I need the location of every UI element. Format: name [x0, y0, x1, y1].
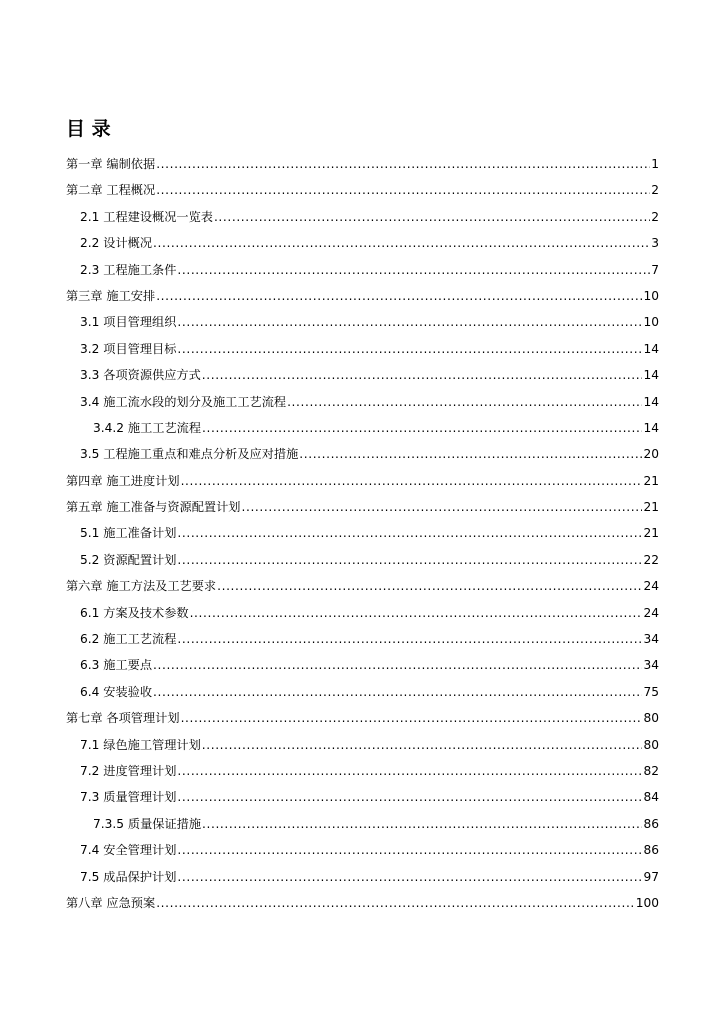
toc-entry[interactable] [0, 520, 659, 546]
toc-entry-label: 6.2 施工工艺流程 [80, 632, 177, 647]
toc-entry-page-number: 80 [643, 737, 659, 752]
toc-dot-leader [177, 626, 642, 652]
toc-entry-page-number: 86 [643, 816, 659, 831]
toc-dot-leader [202, 415, 642, 441]
toc-entry-page-number: 7 [651, 262, 659, 277]
toc-entry[interactable] [0, 573, 659, 599]
toc-entry[interactable] [0, 415, 659, 441]
toc-entry[interactable] [0, 705, 659, 731]
toc-entry-label: 3.1 项目管理组织 [80, 315, 177, 330]
toc-dot-leader [214, 204, 650, 230]
toc-entry[interactable] [0, 679, 659, 705]
toc-entry-page-number: 34 [643, 658, 659, 673]
toc-entry-page-number: 3 [651, 236, 659, 251]
toc-entry-label: 第三章 施工安排 [66, 288, 156, 303]
toc-dot-leader [177, 837, 642, 863]
toc-dot-leader [156, 890, 635, 916]
toc-entry[interactable] [0, 652, 659, 678]
toc-entry-label: 7.1 绿色施工管理计划 [80, 737, 201, 752]
toc-entry-label: 第七章 各项管理计划 [66, 711, 180, 726]
toc-dot-leader [177, 309, 642, 335]
toc-entry[interactable] [0, 309, 659, 335]
toc-entry[interactable] [0, 547, 659, 573]
toc-dot-leader [177, 257, 650, 283]
toc-entry[interactable] [0, 441, 659, 467]
toc-entry[interactable] [0, 177, 659, 203]
toc-dot-leader [156, 283, 642, 309]
toc-dot-leader [177, 547, 642, 573]
toc-dot-leader [153, 679, 642, 705]
toc-entry-page-number: 20 [643, 447, 659, 462]
toc-title: 目 录 [66, 118, 111, 140]
toc-dot-leader [202, 362, 643, 388]
toc-entry-label: 6.3 施工要点 [80, 658, 153, 673]
toc-entry-page-number: 84 [643, 790, 659, 805]
toc-entry-page-number: 80 [643, 711, 659, 726]
toc-dot-leader [177, 336, 642, 362]
toc-entry-label: 7.3.5 质量保证措施 [93, 816, 202, 831]
toc-entry-page-number: 14 [643, 341, 659, 356]
toc-dot-leader [153, 652, 642, 678]
toc-entry[interactable] [0, 336, 659, 362]
toc-entry-page-number: 86 [643, 843, 659, 858]
toc-entry-label: 5.2 资源配置计划 [80, 552, 177, 567]
toc-dot-leader [202, 811, 642, 837]
toc-entry-page-number: 1 [651, 157, 659, 171]
toc-dot-leader [217, 573, 642, 599]
toc-entry-page-number: 100 [635, 895, 659, 910]
toc-entry[interactable] [0, 784, 659, 810]
toc-entry-page-number: 2 [651, 209, 659, 224]
toc-entry-label: 7.5 成品保护计划 [80, 869, 177, 884]
toc-entry-label: 3.4 施工流水段的划分及施工工艺流程 [80, 394, 287, 409]
toc-entry-label: 5.1 施工准备计划 [80, 526, 177, 541]
toc-dot-leader [177, 758, 642, 784]
toc-entry-label: 第一章 编制依据 [66, 157, 156, 171]
toc-entry-label: 6.1 方案及技术参数 [80, 605, 189, 620]
toc-entry-label: 2.3 工程施工条件 [80, 262, 177, 277]
toc-dot-leader [242, 494, 643, 520]
toc-entry[interactable] [0, 837, 659, 863]
toc-entry-page-number: 22 [643, 552, 659, 567]
toc-entry-label: 6.4 安装验收 [80, 684, 153, 699]
toc-entry-label: 7.4 安全管理计划 [80, 843, 177, 858]
toc-entry-page-number: 2 [651, 183, 659, 198]
toc-entry-page-number: 75 [643, 684, 659, 699]
toc-entry-page-number: 24 [643, 579, 659, 594]
toc-entry[interactable] [0, 389, 659, 415]
toc-entry[interactable] [0, 362, 659, 388]
toc-dot-leader [181, 468, 643, 494]
toc-entry[interactable] [0, 600, 659, 626]
toc-entry[interactable] [0, 230, 659, 256]
toc-dot-leader [202, 732, 643, 758]
toc-entry-label: 第五章 施工准备与资源配置计划 [66, 500, 241, 515]
toc-dot-leader [177, 784, 642, 810]
toc-entry-page-number: 10 [643, 315, 659, 330]
toc-dot-leader [177, 520, 642, 546]
toc-dot-leader [287, 389, 642, 415]
toc-entry-page-number: 21 [643, 473, 659, 488]
toc-dot-leader [153, 230, 650, 256]
toc-entry[interactable] [0, 758, 659, 784]
toc-entry[interactable] [0, 811, 659, 837]
toc-entry-page-number: 14 [643, 368, 659, 383]
toc-dot-leader [177, 864, 642, 890]
toc-entry-label: 3.4.2 施工工艺流程 [93, 420, 202, 435]
toc-entry-page-number: 21 [643, 526, 659, 541]
toc-entry-page-number: 14 [643, 394, 659, 409]
toc-entry-label: 2.2 设计概况 [80, 236, 153, 251]
toc-list [0, 151, 724, 916]
toc-entry[interactable] [0, 732, 659, 758]
toc-entry-label: 第四章 施工进度计划 [66, 473, 180, 488]
toc-dot-leader [156, 151, 650, 177]
toc-entry-label: 7.3 质量管理计划 [80, 790, 177, 805]
toc-entry-page-number: 34 [643, 632, 659, 647]
toc-entry-label: 3.3 各项资源供应方式 [80, 368, 201, 383]
toc-entry-label: 3.2 项目管理目标 [80, 341, 177, 356]
toc-entry-label: 7.2 进度管理计划 [80, 763, 177, 778]
toc-dot-leader [181, 705, 643, 731]
toc-entry[interactable] [0, 864, 659, 890]
toc-entry[interactable] [0, 257, 659, 283]
toc-entry-page-number: 10 [643, 288, 659, 303]
toc-entry[interactable] [0, 151, 659, 177]
toc-dot-leader [156, 177, 650, 203]
toc-entry[interactable] [0, 468, 659, 494]
toc-entry-page-number: 21 [643, 500, 659, 515]
toc-entry-label: 第二章 工程概况 [66, 183, 156, 198]
toc-entry-label: 第六章 施工方法及工艺要求 [66, 579, 217, 594]
toc-entry[interactable] [0, 626, 659, 652]
toc-entry-page-number: 14 [643, 420, 659, 435]
toc-entry-page-number: 24 [643, 605, 659, 620]
toc-entry[interactable] [0, 204, 659, 230]
toc-entry-page-number: 97 [643, 869, 659, 884]
toc-entry-page-number: 82 [643, 763, 659, 778]
toc-entry-label: 3.5 工程施工重点和难点分析及应对措施 [80, 447, 299, 462]
toc-entry[interactable] [0, 283, 659, 309]
toc-dot-leader [190, 600, 643, 626]
toc-entry-label: 2.1 工程建设概况一览表 [80, 209, 213, 224]
toc-entry[interactable] [0, 890, 659, 916]
toc-entry-label: 第八章 应急预案 [66, 895, 156, 910]
toc-entry[interactable] [0, 494, 659, 520]
toc-dot-leader [299, 441, 642, 467]
